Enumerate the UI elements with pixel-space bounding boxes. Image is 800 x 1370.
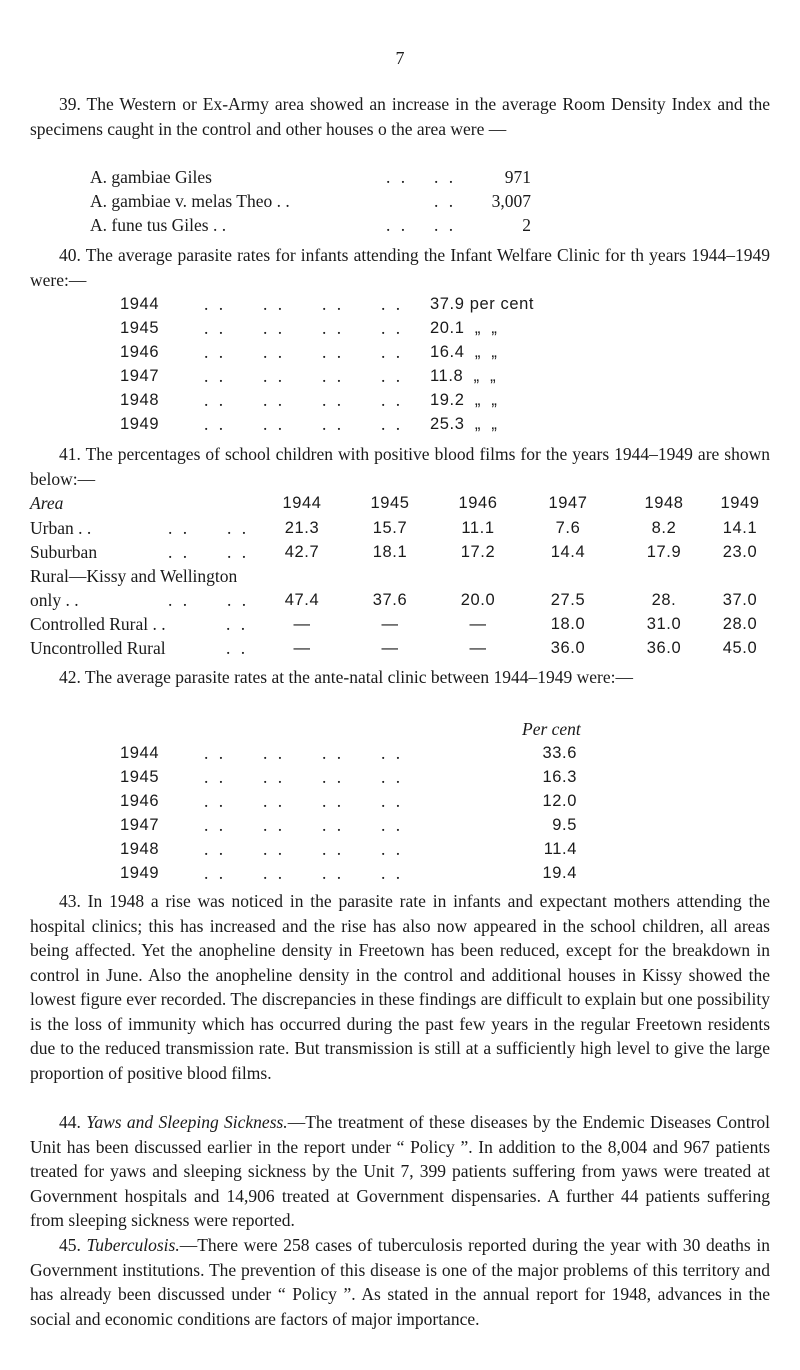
species-row: A. gambiae Giles . . . . 971 (90, 167, 531, 187)
table-header: Area 1944 1945 1946 1947 1948 1949 (30, 493, 760, 513)
infant-rate-row: 1947 . . . . . . . . 11.8 „ „ (120, 366, 497, 386)
paragraph-42-text: 42. The average parasite rates at the ante-natal clinic between 1944–1949 were:— (59, 667, 634, 687)
antenatal-unit-header: Per cent (522, 719, 581, 739)
table-row: Controlled Rural . . . . — — — 18.0 31.0 28.0 (30, 614, 758, 634)
paragraph-45-text: 45. Tuberculosis.—There were 258 cases of tuberculosis reported during the year with 30 deaths in Government institutions. The prevention of this disease is one of the major problems of this territory and has already been discussed under “ Policy ”. As stated in the annual report for 1948, advances in the social and economic conditions are factors of major importance. (30, 1235, 770, 1329)
species-row: A. gambiae v. melas Theo . . . . 3,007 (90, 191, 531, 211)
infant-rate-row: 1948 . . . . . . . . 19.2 „ „ (120, 390, 498, 410)
antenatal-rate-row: 1946 . . . . . . . . 12.0 (120, 791, 577, 811)
page-number: 7 (395, 48, 405, 68)
paragraph-42 (30, 665, 770, 690)
paragraph-39-text: 39. The Western or Ex-Army area showed an increase in the average Room Density Index and the specimens caught in the control and other houses o the area were — (30, 94, 770, 139)
antenatal-rate-row: 1947 . . . . . . . . 9.5 (120, 815, 577, 835)
paragraph-40 (30, 243, 770, 292)
paragraph-45 (30, 1233, 770, 1331)
antenatal-rate-row: 1944 . . . . . . . . 33.6 (120, 743, 577, 763)
paragraph-40-text: 40. The average parasite rates for infants attending the Infant Welfare Clinic for th years 1944–1949 were:— (30, 245, 770, 290)
paragraph-41-text: 41. The percentages of school children with positive blood films for the years 1944–1949 are shown below:— (30, 444, 770, 489)
table-row: Uncontrolled Rural . . — — — 36.0 36.0 45.0 (30, 638, 758, 658)
antenatal-rate-row: 1948 . . . . . . . . 11.4 (120, 839, 577, 859)
infant-rate-row: 1944 . . . . . . . . 37.9 per cent (120, 294, 535, 314)
table-row: Urban . . . . . . 21.3 15.7 11.1 7.6 8.2 14.1 (30, 518, 758, 538)
table-row: Suburban . . . . 42.7 18.1 17.2 14.4 17.9 23.0 (30, 542, 758, 562)
antenatal-rate-row: 1945 . . . . . . . . 16.3 (120, 767, 577, 787)
paragraph-44-text: 44. Yaws and Sleeping Sickness.—The treatment of these diseases by the Endemic Diseases Control Unit has been discussed earlier in the report under “ Policy ”. In addition to the 8,004 and 967 patients treated for yaws and sleeping sickness by the Unit 7, 399 patients suffering from yaws were treated at Government hospitals and 14,906 treated at Government dispensaries. A further 44 patients suffering from sleeping sickness were reported. (30, 1112, 771, 1230)
paragraph-39 (30, 92, 770, 141)
paragraph-41 (30, 442, 770, 491)
infant-rate-row: 1946 . . . . . . . . 16.4 „ „ (120, 342, 498, 362)
paragraph-44-heading: Yaws and Sleeping Sickness. (86, 1112, 288, 1132)
paragraph-43-text: 43. In 1948 a rise was noticed in the parasite rate in infants and expectant mothers attending the hospital clinics; this has increased and the rise has also now appeared in the school children, all areas being affected. Yet the anopheline density in Freetown has been reduced, except for the breakdown in control in June. Also the anopheline density in the control and additional houses in Kissy showed the lowest figure ever recorded. The discrepancies in these findings are difficult to explain but one possibility is the loss of immunity which has occurred during the past few years in the regular Freetown residents due to the reduced transmission rate. But transmission is still at a sufficiently high level to give the large proportion of positive blood films. (30, 891, 770, 1083)
table-row: Rural—Kissy and Wellington only . . . . . . 47.4 37.6 20.0 27.5 28. 37.0 (30, 566, 758, 610)
antenatal-rate-row: 1949 . . . . . . . . 19.4 (120, 863, 577, 883)
paragraph-45-heading: Tuberculosis. (86, 1235, 180, 1255)
paragraph-43 (30, 889, 770, 1085)
species-row: A. fune tus Giles . . . . . . 2 (90, 215, 531, 235)
infant-rate-row: 1949 . . . . . . . . 25.3 „ „ (120, 414, 498, 434)
infant-rate-row: 1945 . . . . . . . . 20.1 „ „ (120, 318, 498, 338)
paragraph-44 (30, 1110, 770, 1233)
